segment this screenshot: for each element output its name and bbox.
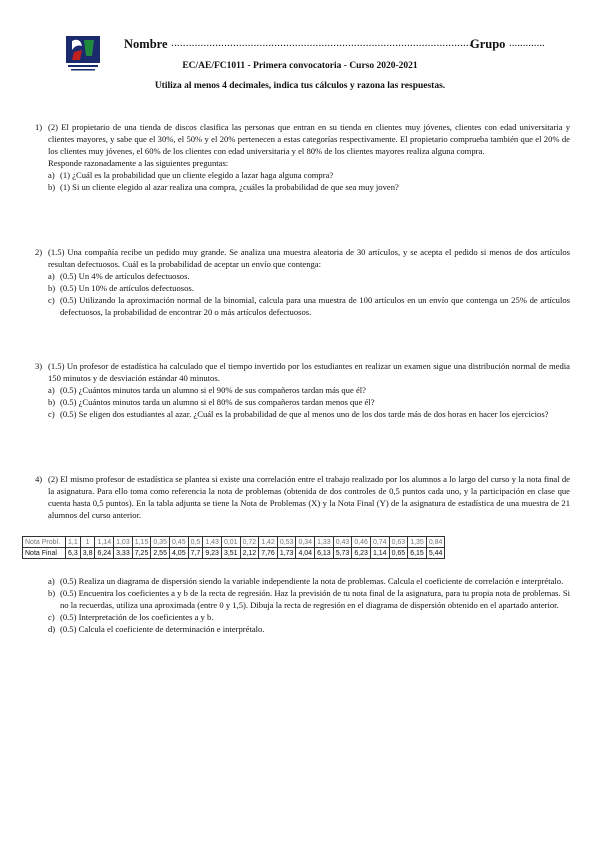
question-number: 4) <box>35 474 43 484</box>
question-number: 1) <box>35 122 43 132</box>
exam-title: EC/AE/FC1011 - Primera convocatoria - Curso 2020-2021 <box>182 61 418 71</box>
table-cell: 1,14 <box>95 537 114 548</box>
question-number: 2) <box>35 247 43 257</box>
item-letter: a) <box>48 576 55 586</box>
question-text: (2) El propietario de una tienda de discos clasifica las personas que entran en su tienda en clientes muy jóvenes, clientes con edad universitaria y clientes mayores, y sabe que el 30%, el 50% y el 20% pertenecen a estas categorías respectivamente. El propietario comprueba también que el 20% de los clientes muy jóvenes, el 60% de los clientes con edad universitaria y el 80% de los clientes mayores realiza alguna compra. <box>48 122 570 156</box>
question-4-items <box>48 575 570 635</box>
question-text: (1.5) Un profesor de estadística ha calculado que el tiempo invertido por los estudiantes en realizar un examen sigue una distribución normal de media 150 minutos y de desviación estándar 40 minutos. <box>48 361 570 383</box>
table-cell: 1,73 <box>277 548 296 559</box>
question-text: (1.5) Una compañía recibe un pedido muy grande. Se analiza una muestra aleatoria de 30 artículos, y se acepta el pedido si menos de dos artículos resultan defectuosos. Cuál es la probabilidad de aceptar un envío que contenga: <box>48 247 570 269</box>
table-cell: 1 <box>80 537 95 548</box>
item-text: (1) ¿Cuál es la probabilidad que un cliente elegido a lazar haga alguna compra? <box>60 170 334 180</box>
table-cell: 6,15 <box>408 548 427 559</box>
question-item <box>48 623 570 635</box>
item-text: (0.5) Interpretación de los coeficientes a y b. <box>60 612 214 622</box>
table-cell: 3,33 <box>114 548 133 559</box>
table-cell: 1,1 <box>66 537 81 548</box>
item-letter: a) <box>48 385 55 395</box>
table-cell: 0,46 <box>352 537 371 548</box>
question-item <box>48 611 570 623</box>
item-letter: c) <box>48 409 55 419</box>
item-letter: c) <box>48 612 55 622</box>
question-item <box>48 408 570 420</box>
item-text: (1) Si un cliente elegido al azar realiza una compra, ¿cuáles la probabilidad de que sea muy joven? <box>60 182 399 192</box>
table-cell: 1,35 <box>408 537 427 548</box>
table-cell: 1,15 <box>132 537 151 548</box>
table-cell: 4,05 <box>169 548 188 559</box>
table-cell: 2,55 <box>151 548 170 559</box>
data-table <box>22 536 445 559</box>
table-cell: 0,53 <box>277 537 296 548</box>
question-item <box>48 282 570 294</box>
question-item <box>48 384 570 396</box>
question-text: Responde razonadamente a las siguientes preguntas: <box>48 158 229 168</box>
table-cell: 3,8 <box>80 548 95 559</box>
table-cell: 1,33 <box>315 537 334 548</box>
table-cell: 0,34 <box>296 537 315 548</box>
question-number: 3) <box>35 361 43 371</box>
table-cell: 1,43 <box>203 537 222 548</box>
table-cell: 7,7 <box>188 548 203 559</box>
table-cell: 0,01 <box>221 537 240 548</box>
question-item <box>48 181 570 193</box>
table-cell: 4,04 <box>296 548 315 559</box>
name-field[interactable]: ...................................................................................................... <box>171 37 472 49</box>
table-cell: 1,42 <box>259 537 278 548</box>
item-text: (0.5) Realiza un diagrama de dispersión siendo la variable independiente la nota de problemas. Calcula el coeficiente de correlación e interprétalo. <box>60 576 564 586</box>
question-item <box>48 270 570 282</box>
question-item <box>48 169 570 181</box>
item-letter: b) <box>48 283 56 293</box>
item-letter: a) <box>48 170 55 180</box>
table-cell: 0,72 <box>240 537 259 548</box>
item-text: (0.5) Un 10% de artículos defectuosos. <box>60 283 194 293</box>
table-cell: 0,84 <box>426 537 445 548</box>
table-cell: 0,65 <box>389 548 408 559</box>
item-text: (0.5) Encuentra los coeficientes a y b de la recta de regresión. Haz la previsión de tu nota final de la asignatura, para tu propia nota de problemas. Si no la recuerdas, utiliza una aproximada (entre 0 y 1,5). Dibuja la recta de regresión en el diagrama de dispersión obtenido en el apartado anterior. <box>60 588 570 610</box>
table-cell: 5,73 <box>333 548 352 559</box>
item-letter: b) <box>48 182 56 192</box>
question-text: (2) El mismo profesor de estadística se plantea si existe una correlación entre el trabajo realizado por los alumnos a lo largo del curso y la nota final de la asignatura. Para ello toma como referencia la nota de problemas (obtenida de dos controles de 0,5 puntos cada uno, y la participación en clase que cuenta hasta 0,5 puntos). En la tabla adjunta se tiene la Nota de Problemas (X) y la Nota Final (Y) de la asignatura de estadística de una muestra de 21 alumnos del curso anterior. <box>48 474 570 520</box>
table-cell: 7,25 <box>132 548 151 559</box>
table-cell: 9,23 <box>203 548 222 559</box>
table-cell: 0,43 <box>333 537 352 548</box>
item-text: (0.5) Se eligen dos estudiantes al azar. ¿Cuál es la probabilidad de que al menos uno de los dos tarde más de dos horas en hacer los ejercicios? <box>60 409 549 419</box>
table-cell: 1,03 <box>114 537 133 548</box>
group-label: Grupo <box>470 37 506 51</box>
item-text: (0.5) Un 4% de artículos defectuosos. <box>60 271 190 281</box>
item-letter: a) <box>48 271 55 281</box>
group-field[interactable]: ............. <box>509 37 545 49</box>
item-text: (0.5) Calcula el coeficiente de determinación e interprétalo. <box>60 624 265 634</box>
table-cell: 6,24 <box>95 548 114 559</box>
table-cell: 2,12 <box>240 548 259 559</box>
table-cell: 6,23 <box>352 548 371 559</box>
table-cell: 0,74 <box>370 537 389 548</box>
row-header: Nota Final <box>23 548 66 559</box>
item-text: (0.5) ¿Cuántos minutos tarda un alumno si el 90% de sus compañeros tardan más que él? <box>60 385 366 395</box>
question-item <box>48 575 570 587</box>
item-letter: b) <box>48 397 56 407</box>
item-letter: d) <box>48 624 56 634</box>
table-cell: 0,45 <box>169 537 188 548</box>
question-item <box>48 587 570 611</box>
row-header: Nota Probl. <box>23 537 66 548</box>
table-cell: 3,51 <box>221 548 240 559</box>
table-row <box>23 537 445 548</box>
table-cell: 1,14 <box>370 548 389 559</box>
item-letter: c) <box>48 295 55 305</box>
item-text: (0.5) ¿Cuántos minutos tarda un alumno si el 80% de sus compañeros tardan menos que él? <box>60 397 375 407</box>
table-cell: 0,5 <box>188 537 203 548</box>
question-item <box>48 396 570 408</box>
item-letter: b) <box>48 588 56 598</box>
table-cell: 6,13 <box>315 548 334 559</box>
table-cell: 5,44 <box>426 548 445 559</box>
exam-instructions: Utiliza al menos 4 decimales, indica tus cálculos y razona las respuestas. <box>154 81 446 91</box>
table-row <box>23 548 445 559</box>
name-label: Nombre <box>124 37 168 51</box>
table-cell: 6,3 <box>66 548 81 559</box>
table-cell: 7,76 <box>259 548 278 559</box>
table-cell: 0,35 <box>151 537 170 548</box>
question-item <box>48 294 570 318</box>
table-cell: 0,63 <box>389 537 408 548</box>
item-text: (0.5) Utilizando la aproximación normal de la binomial, calcula para una muestra de 100 artículos en un envío que contenga un 25% de artículos defectuosos, la probabilidad de encontrar 20 o más artículos defectuosos. <box>60 295 570 317</box>
